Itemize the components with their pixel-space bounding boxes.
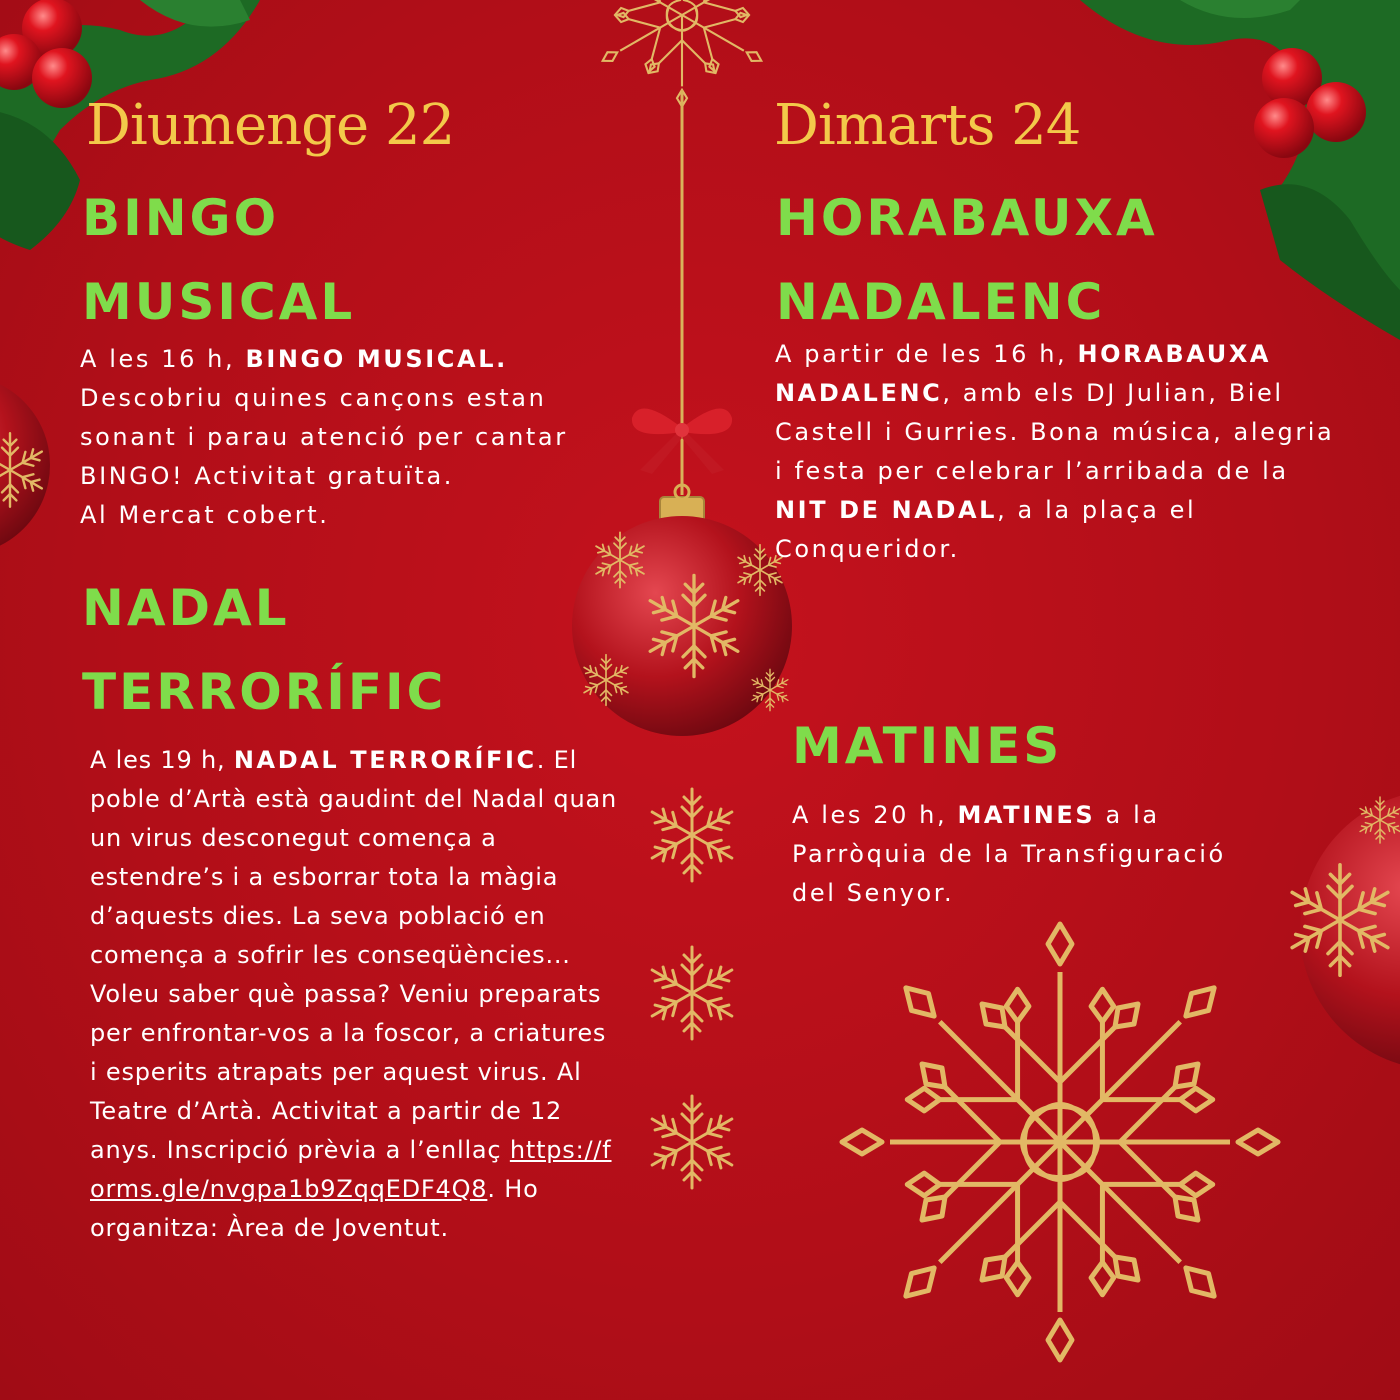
text-bold: MATINES bbox=[957, 801, 1096, 829]
title-line: MATINES bbox=[792, 717, 1063, 775]
snowflake-icon bbox=[647, 789, 737, 881]
event-description-nadal-terrorific bbox=[90, 741, 620, 1248]
title-line: HORABAUXA bbox=[776, 189, 1158, 247]
event-description-bingo-musical bbox=[80, 340, 620, 535]
title-line: BINGO bbox=[82, 189, 280, 247]
event-description-horabauxa-nadalenc bbox=[775, 335, 1335, 569]
text-bold: NADAL TERRORÍFIC bbox=[233, 746, 537, 774]
text-segment: a la Parròquia de la Transfiguració del Senyor. bbox=[792, 801, 1226, 907]
text-segment: Descobriu quines cançons estan sonant i parau atenció per cantar BINGO! Activitat gratuïta. bbox=[80, 384, 568, 490]
snowflake-icon bbox=[647, 1096, 737, 1188]
title-line: MUSICAL bbox=[82, 273, 356, 331]
day-heading-right: Dimarts 24 bbox=[774, 93, 1081, 158]
text-segment: A les 16 h, bbox=[80, 345, 246, 373]
text-segment: A les 20 h, bbox=[792, 801, 958, 829]
text-bold: NIT DE NADAL bbox=[775, 496, 998, 524]
text-segment: Al Mercat cobert. bbox=[80, 501, 330, 529]
text-segment: , amb els DJ Julian, Biel Castell i Gurries. Bona música, alegria i festa per celebrar l’arribada de la bbox=[775, 379, 1335, 485]
event-title-nadal-terrorific bbox=[82, 566, 446, 734]
title-line: NADAL bbox=[82, 579, 290, 637]
text-segment: , a la plaça el Conqueridor. bbox=[775, 496, 1197, 563]
event-title-matines bbox=[792, 704, 1062, 788]
event-description-matines bbox=[792, 796, 1232, 913]
text-segment: A partir de les 16 h, bbox=[775, 340, 1078, 368]
christmas-ornament-icon bbox=[1286, 790, 1400, 1070]
christmas-ornament-icon bbox=[0, 375, 50, 555]
day-heading-left: Diumenge 22 bbox=[86, 93, 455, 158]
snowflake-icon bbox=[647, 947, 737, 1039]
event-title-bingo-musical bbox=[82, 176, 355, 344]
title-line: TERRORÍFIC bbox=[82, 663, 447, 721]
event-title-horabauxa-nadalenc bbox=[776, 176, 1158, 344]
text-bold: HORABAUXA NADALENC bbox=[775, 340, 1272, 407]
text-segment: . Ho organitza: Àrea de Joventut. bbox=[90, 1175, 539, 1242]
text-bold: BINGO MUSICAL. bbox=[245, 345, 508, 373]
text-segment: . El poble d’Artà està gaudint del Nadal quan un virus desconegut comença a estendre’s i a esborrar tota la màgia d’aquests dies. La seva població en comença a sofrir les conseqüències... Voleu saber què passa? Veniu preparats per enfrontar-vos a la foscor, a criatures i esperits atrapats per aquest virus. Al Teatre d’Artà. Activitat a partir de 12 anys. Inscripció prèvia a l’enllaç bbox=[90, 746, 617, 1164]
registration-link[interactable]: https://forms.gle/nvgpa1b9ZqqEDF4Q8 bbox=[90, 1136, 612, 1203]
text-segment: A les 19 h, bbox=[90, 746, 234, 774]
snowflake-icon bbox=[842, 924, 1278, 1360]
title-line: NADALENC bbox=[776, 273, 1106, 331]
